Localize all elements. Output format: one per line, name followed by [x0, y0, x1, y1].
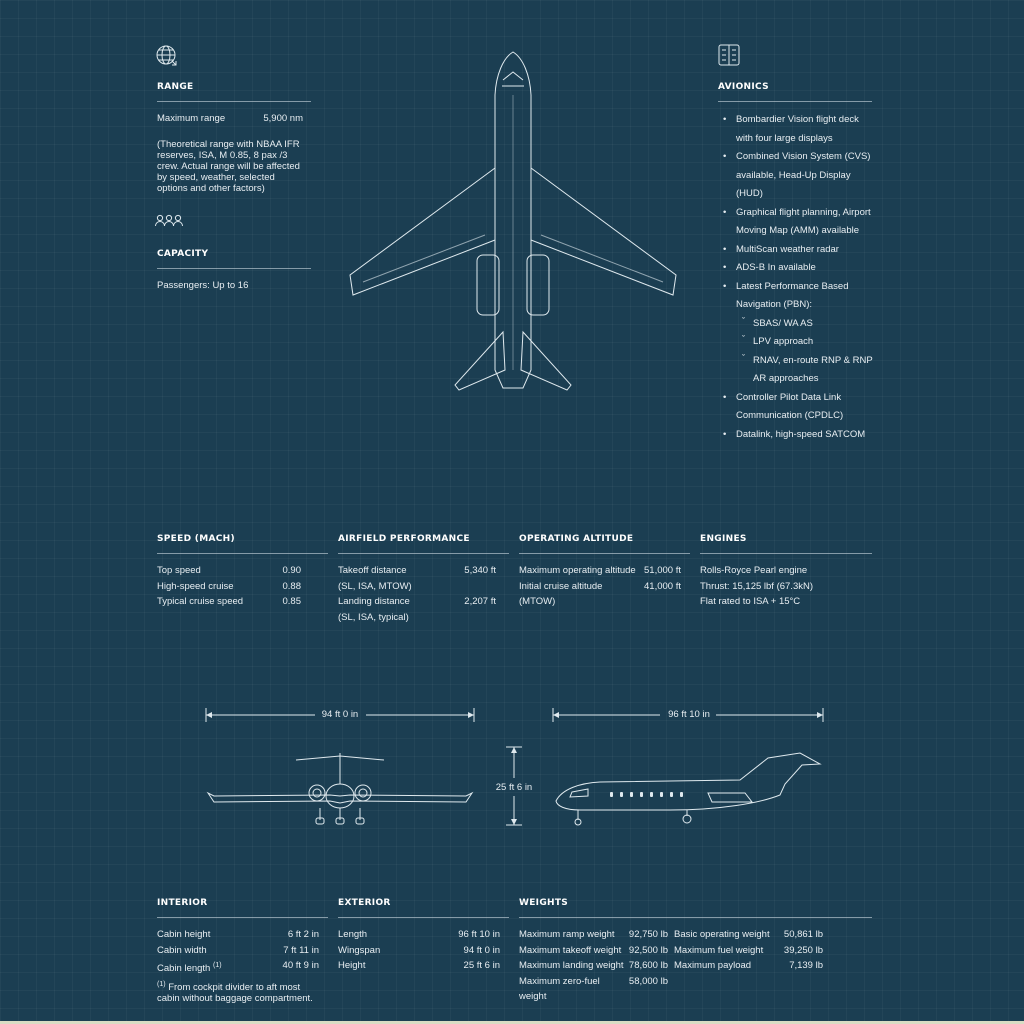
weights-row-sub: weight [519, 991, 547, 1002]
altitude-row: Maximum operating altitude 51,000 ft [519, 565, 681, 576]
altitude-heading: OPERATING ALTITUDE [519, 534, 690, 554]
weights-row: Maximum landing weight 78,600 lb [519, 960, 668, 971]
weights-left-table [519, 927, 668, 1005]
aircraft-top-view-drawing [345, 50, 681, 395]
airfield-heading: AIRFIELD PERFORMANCE [338, 534, 509, 554]
avionics-item: • Bombardier Vision flight deck with four large displays [718, 111, 874, 148]
interior-row: Cabin length $^{(1)}$ 40 ft 9 in [157, 960, 319, 975]
range-max-label: Maximum range [157, 113, 226, 124]
airfield-row: Landing distance 2,207 ft [338, 596, 496, 607]
exterior-row: Length 96 ft 10 in [338, 929, 500, 940]
interior-heading: INTERIOR [157, 898, 328, 918]
weights-heading: WEIGHTS [519, 898, 872, 918]
dimension-span-label: 94 ft 0 in [321, 709, 359, 720]
avionics-item: • Controller Pilot Data Link Communication (CPDLC) [718, 389, 874, 426]
dimension-drawings [200, 700, 830, 835]
range-heading: RANGE [157, 82, 311, 102]
interior-row: Cabin height 6 ft 2 in [157, 929, 319, 940]
weights-row: Maximum ramp weight 92,750 lb [519, 929, 668, 940]
engines-heading: ENGINES [700, 534, 872, 554]
exterior-row: Height 25 ft 6 in [338, 960, 500, 971]
weights-row: Maximum fuel weight 39,250 lb [674, 944, 823, 956]
interior-footnote: $^{(1)}$ From cockpit divider to aft most cabin without baggage compartment. [157, 981, 313, 1005]
avionics-panel-icon [718, 44, 740, 66]
weights-row: Maximum zero-fuel 58,000 lb [519, 975, 668, 987]
aircraft-front-view-drawing [208, 753, 472, 824]
avionics-item: • MultiScan weather radar [718, 241, 874, 260]
weights-row: Maximum payload 7,139 lb [674, 960, 823, 971]
airfield-row: Takeoff distance 5,340 ft [338, 565, 496, 576]
aircraft-side-view-drawing [556, 753, 820, 825]
altitude-row-sub: (MTOW) [519, 596, 556, 607]
speed-row: Typical cruise speed 0.85 [157, 596, 301, 607]
avionics-sub-item: ˇ LPV approach [718, 333, 874, 352]
altitude-table [519, 563, 681, 610]
capacity-passengers: Passengers: Up to 16 [157, 280, 249, 291]
speed-table [157, 563, 301, 610]
interior-row: Cabin width 7 ft 11 in [157, 944, 319, 956]
airfield-row-sub: (SL, ISA, typical) [338, 611, 409, 623]
exterior-table [338, 927, 500, 974]
avionics-heading: AVIONICS [718, 82, 872, 102]
speed-row: Top speed 0.90 [157, 565, 301, 576]
avionics-sub-item: ˇ RNAV, en-route RNP & RNP AR approaches [718, 352, 874, 389]
range-max-value: 5,900 nm [263, 113, 303, 124]
capacity-heading: CAPACITY [157, 249, 311, 269]
weights-row: Basic operating weight 50,861 lb [674, 929, 823, 940]
weights-row: Maximum takeoff weight 92,500 lb [519, 944, 668, 956]
speed-row: High-speed cruise 0.88 [157, 580, 301, 592]
range-max-row [157, 111, 303, 127]
altitude-row: Initial cruise altitude 41,000 ft [519, 580, 681, 592]
dimension-length-label: 96 ft 10 in [668, 709, 710, 720]
speed-heading: SPEED (MACH) [157, 534, 328, 554]
airfield-table [338, 563, 496, 625]
engines-line: Flat rated to ISA + 15°C [700, 596, 801, 607]
engines-line: Thrust: 15,125 lbf (67.3kN) [700, 580, 813, 592]
avionics-item: • ADS-B In available [718, 259, 874, 278]
dimension-height-label: 25 ft 6 in [495, 782, 533, 793]
range-note: (Theoretical range with NBAA IFR reserves, ISA, M 0.85, 8 pax /3 crew. Actual range will be affected by speed, weather, selected options and other factors) [157, 139, 300, 194]
interior-table [157, 927, 319, 977]
exterior-heading: EXTERIOR [338, 898, 509, 918]
avionics-item: • Combined Vision System (CVS) available, Head-Up Display (HUD) [718, 148, 874, 204]
engines-line: Rolls-Royce Pearl engine [700, 565, 808, 576]
avionics-list [718, 111, 874, 444]
avionics-item: • Latest Performance Based Navigation (PBN): [718, 278, 874, 315]
avionics-item: • Datalink, high-speed SATCOM [718, 426, 874, 445]
airfield-row-sub: (SL, ISA, MTOW) [338, 580, 412, 592]
exterior-row: Wingspan 94 ft 0 in [338, 944, 500, 956]
avionics-item: • Graphical flight planning, Airport Moving Map (AMM) available [718, 204, 874, 241]
engines-list [700, 563, 872, 610]
weights-right-table [674, 927, 823, 974]
avionics-sub-item: ˇ SBAS/ WA AS [718, 315, 874, 334]
globe-icon [155, 44, 179, 66]
people-icon [155, 214, 183, 228]
